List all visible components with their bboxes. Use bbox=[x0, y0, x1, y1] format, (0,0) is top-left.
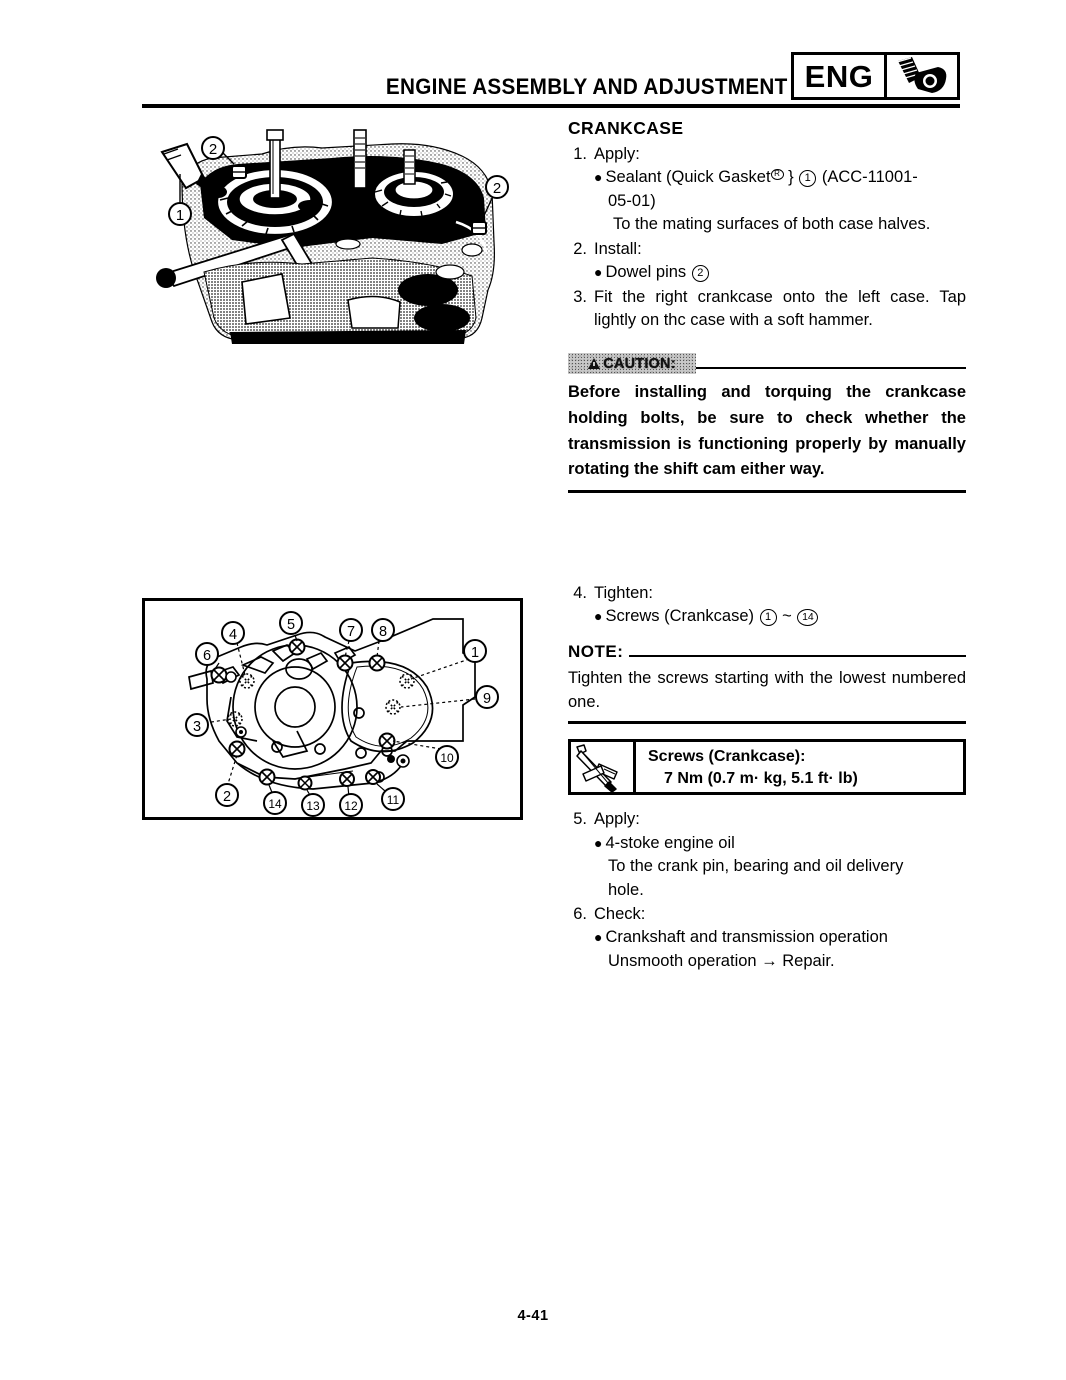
crankcase-photo bbox=[142, 122, 528, 360]
step-6-line-1: Unsmooth operation → Repair. bbox=[608, 951, 835, 970]
step-2 bbox=[568, 238, 966, 261]
step-3-label: Fit the right crankcase onto the left case. Tap lightly on thc case with a soft hammer. bbox=[594, 287, 966, 329]
sealant-label: Sealant (Quick Gasket bbox=[605, 168, 771, 187]
svg-text:9: 9 bbox=[482, 691, 492, 707]
bullet-dot-icon: ● bbox=[594, 834, 603, 851]
torque-spec-title: Screws (Crankcase): bbox=[648, 748, 806, 766]
caution-block bbox=[568, 352, 966, 492]
step-4 bbox=[568, 582, 966, 605]
caution-header-rule bbox=[696, 367, 966, 370]
step-4-bullet-text bbox=[605, 605, 819, 628]
step-1-note: To the mating surfaces of both case halves. bbox=[613, 215, 931, 234]
step-5-line-2: hole. bbox=[608, 880, 644, 899]
step-1-number: 1. bbox=[573, 145, 587, 163]
caution-body-text: Before installing and torquing the crankcase holding bolts, be sure to check whether the transmission is functioning properly by manually rotating the shift cam either way. bbox=[568, 383, 966, 479]
svg-text:3: 3 bbox=[192, 719, 202, 735]
svg-text:11: 11 bbox=[386, 793, 400, 807]
svg-text:2: 2 bbox=[208, 141, 218, 158]
svg-text:8: 8 bbox=[378, 624, 388, 640]
step-5-bullet-text: 4-stoke engine oil bbox=[605, 833, 735, 852]
step-6-bullet-text: Crankshaft and transmission operation bbox=[605, 928, 888, 947]
step-2-label: Install: bbox=[594, 239, 642, 258]
layout-spacer bbox=[568, 493, 966, 581]
svg-text:13: 13 bbox=[306, 799, 320, 813]
note-header-rule bbox=[629, 655, 966, 658]
callout-circle-to: 14 bbox=[797, 609, 818, 626]
step-2-bullet-text bbox=[605, 261, 709, 284]
svg-text:2: 2 bbox=[222, 789, 232, 805]
step-1-partnum-wrap: 05-01) bbox=[608, 191, 656, 210]
eng-badge-label: ENG bbox=[791, 52, 887, 100]
step-6-label: Check: bbox=[594, 905, 646, 923]
note-bottom-rule bbox=[568, 721, 966, 724]
torque-wrench-icon bbox=[571, 742, 636, 792]
bullet-dot-icon: ● bbox=[594, 929, 603, 946]
step-6-bullet-check bbox=[594, 926, 966, 949]
svg-text:2: 2 bbox=[492, 180, 502, 197]
svg-text:7: 7 bbox=[346, 624, 356, 640]
caution-label-badge bbox=[568, 353, 696, 374]
svg-text:5: 5 bbox=[286, 617, 296, 633]
step-5-line-1: To the crank pin, bearing and oil delivery bbox=[608, 857, 904, 876]
note-block bbox=[568, 640, 966, 724]
note-body-text: Tighten the screws starting with the lowest numbered one. bbox=[568, 669, 966, 711]
crankcase-screw-tightening-order-diagram bbox=[142, 598, 523, 820]
step-4-label: Tighten: bbox=[594, 583, 654, 602]
svg-text:10: 10 bbox=[440, 751, 454, 765]
page-title: ENGINE ASSEMBLY AND ADJUSTMENT bbox=[386, 74, 788, 99]
step-5 bbox=[568, 808, 966, 831]
step-1-label: Apply: bbox=[594, 145, 640, 163]
step-4-bullet-screws bbox=[594, 605, 966, 628]
torque-spec-text bbox=[636, 742, 963, 792]
step-6 bbox=[568, 903, 966, 926]
eng-section-badge bbox=[791, 52, 960, 100]
step-5-number: 5. bbox=[573, 810, 587, 829]
step-2-number: 2. bbox=[573, 239, 587, 258]
sealant-mid: } bbox=[783, 168, 799, 187]
step-5-label: Apply: bbox=[594, 810, 640, 829]
svg-text:14: 14 bbox=[268, 797, 282, 811]
callout-circle-2: 2 bbox=[692, 265, 709, 282]
layout-spacer bbox=[568, 795, 966, 807]
piston-connecting-rod-icon bbox=[887, 52, 960, 100]
step-2-bullet-dowel-pins bbox=[594, 261, 966, 284]
page-number: 4-41 bbox=[517, 1308, 549, 1324]
step-5-bullet-oil bbox=[594, 832, 966, 855]
svg-text:1: 1 bbox=[175, 207, 185, 224]
step-1 bbox=[568, 143, 966, 166]
svg-text:4: 4 bbox=[228, 627, 238, 643]
screws-crankcase-label: Screws (Crankcase) bbox=[605, 607, 759, 626]
caution-label-text: CAUTION: bbox=[603, 355, 676, 372]
bullet-dot-icon: ● bbox=[594, 608, 603, 625]
step-4-number: 4. bbox=[573, 583, 587, 602]
registered-trademark-icon: R bbox=[771, 169, 784, 180]
callout-circle-from: 1 bbox=[760, 609, 777, 626]
svg-text:12: 12 bbox=[344, 799, 358, 813]
svg-text:1: 1 bbox=[470, 645, 480, 661]
dowel-pins-label: Dowel pins bbox=[605, 263, 691, 282]
bullet-dot-icon: ● bbox=[594, 264, 603, 281]
step-1-bullet-sealant bbox=[594, 166, 966, 189]
range-tilde: ~ bbox=[777, 607, 797, 626]
step-3 bbox=[568, 286, 966, 333]
note-label: NOTE: bbox=[568, 642, 624, 662]
sealant-partnum: (ACC-11001- bbox=[817, 168, 918, 187]
torque-spec-box bbox=[568, 739, 966, 795]
bullet-dot-icon: ● bbox=[594, 169, 603, 186]
note-header-row bbox=[568, 640, 966, 662]
torque-spec-value: 7 Nm (0.7 m· kg, 5.1 ft· lb) bbox=[664, 769, 858, 787]
step-3-number: 3. bbox=[573, 287, 587, 306]
caution-header-row bbox=[568, 352, 966, 374]
section-title: CRANKCASE bbox=[568, 118, 684, 138]
step-1-bullet-text bbox=[605, 166, 917, 189]
page-header bbox=[142, 52, 960, 108]
warning-triangle-icon bbox=[588, 358, 600, 369]
instruction-text-column bbox=[568, 118, 966, 973]
header-divider bbox=[142, 104, 960, 108]
svg-text:6: 6 bbox=[202, 648, 212, 664]
step-6-number: 6. bbox=[573, 905, 587, 923]
callout-circle-1: 1 bbox=[799, 170, 816, 187]
